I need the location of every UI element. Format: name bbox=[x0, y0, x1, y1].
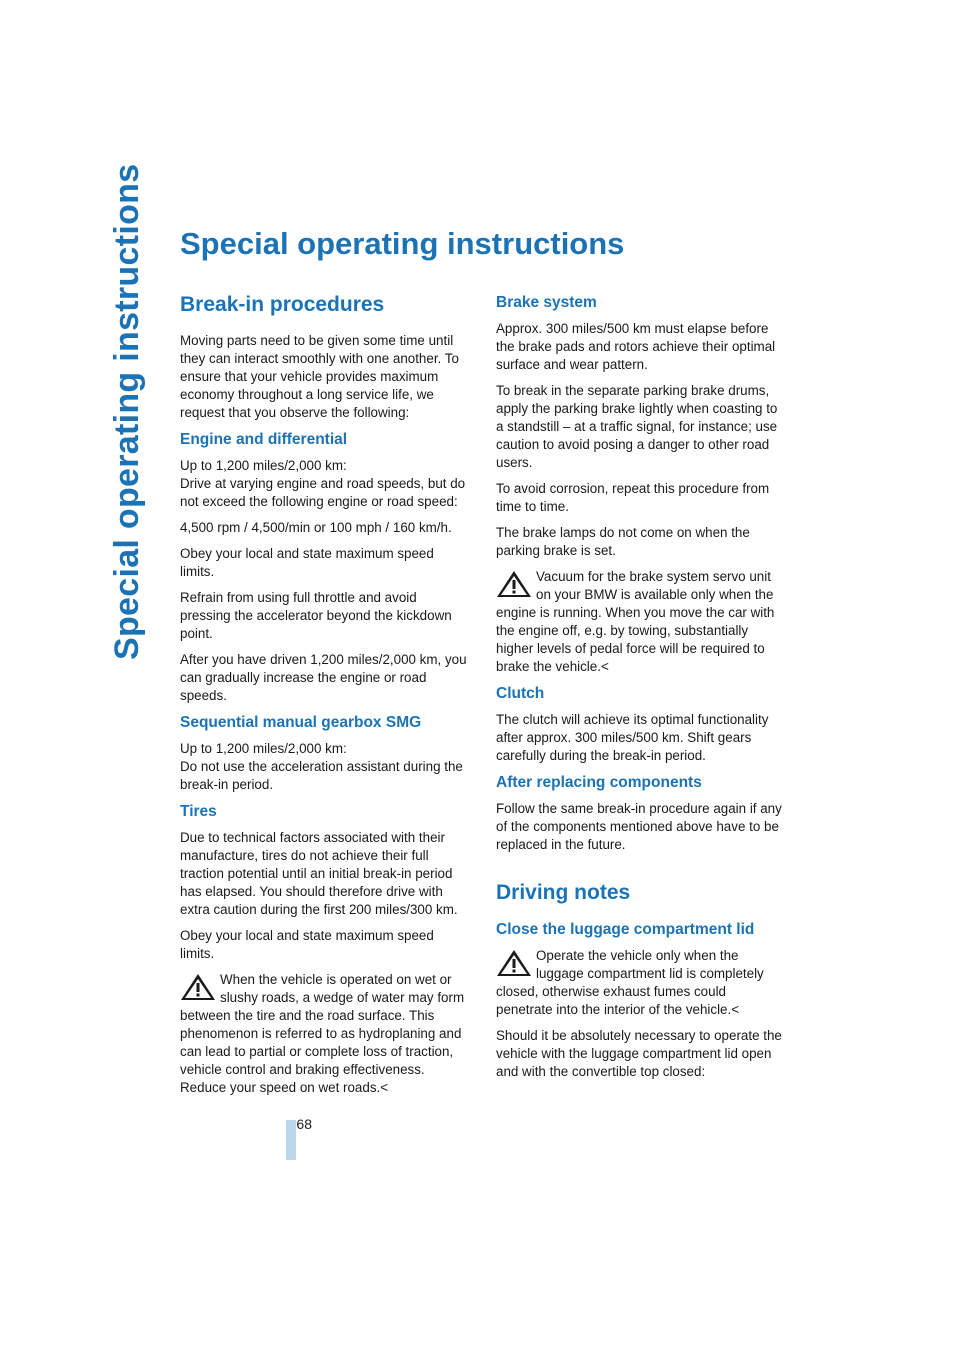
paragraph-clutch: The clutch will achieve its optimal functionality after approx. 300 miles/500 km. Shift gears carefully during the break-in period. bbox=[496, 712, 769, 763]
engine-limit-line-1: Up to 1,200 miles/2,000 km: bbox=[180, 458, 347, 473]
paragraph-smg bbox=[180, 740, 470, 794]
smg-line-1: Up to 1,200 miles/2,000 km: bbox=[180, 741, 347, 756]
engine-limit-line-2: Drive at varying engine and road speeds, but do not exceed the following engine or road speed: bbox=[180, 476, 466, 509]
paragraph-luggage-open: Should it be absolutely necessary to operate the vehicle with the luggage compartment lid open and with the convertible top closed: bbox=[496, 1028, 782, 1079]
paragraph-intro: Moving parts need to be given some time until they can interact smoothly with one another. To ensure that your vehicle provides maximum economy throughout a long service life, we request that you observe the following: bbox=[180, 333, 459, 420]
paragraph-tires-speed-limits: Obey your local and state maximum speed limits. bbox=[180, 928, 434, 961]
paragraph-brake-lamps: The brake lamps do not come on when the parking brake is set. bbox=[496, 525, 750, 558]
heading-close-luggage: Close the luggage compartment lid bbox=[496, 921, 755, 938]
page-title: Special operating instructions bbox=[180, 226, 625, 261]
paragraph-tires-traction: Due to technical factors associated with their manufacture, tires do not achieve their full traction potential until an initial break-in period has elapsed. You should therefore drive with extra caution during the first 200 miles/300 km. bbox=[180, 830, 458, 917]
paragraph-engine-speeds: 4,500 rpm / 4,500/min or 100 mph / 160 km/h. bbox=[180, 520, 452, 535]
left-column bbox=[180, 290, 470, 1105]
warning-luggage-lid bbox=[496, 947, 786, 1019]
right-column bbox=[496, 290, 786, 1089]
smg-line-2: Do not use the acceleration assistant during the break-in period. bbox=[180, 759, 463, 792]
heading-after-replacing: After replacing components bbox=[496, 774, 702, 791]
warning-hydroplaning-text: When the vehicle is operated on wet or slushy roads, a wedge of water may form between the tire and the road surface. This phenomenon is referred to as hydroplaning and can lead to partial or complete loss of traction, vehicle control and braking effectiveness. Reduce your speed on wet roads.< bbox=[180, 972, 465, 1095]
page-number: 68 bbox=[296, 1116, 312, 1132]
side-running-title: Special operating instructions bbox=[108, 163, 146, 660]
paragraph-parking-brake: To break in the separate parking brake drums, apply the parking brake lightly when coasting to a standstill – at a traffic signal, for instance; use caution to avoid posing a danger to other road users. bbox=[496, 383, 778, 470]
heading-brake-system: Brake system bbox=[496, 294, 597, 311]
warning-brake-vacuum bbox=[496, 568, 786, 676]
warning-luggage-lid-text: Operate the vehicle only when the luggage compartment lid is completely closed, otherwise exhaust fumes could penetrate into the interior of the vehicle.< bbox=[496, 948, 764, 1017]
heading-tires: Tires bbox=[180, 803, 217, 820]
paragraph-speed-limits: Obey your local and state maximum speed limits. bbox=[180, 546, 434, 579]
paragraph-after-replacing: Follow the same break-in procedure again if any of the components mentioned above have to be replaced in the future. bbox=[496, 801, 782, 852]
warning-brake-vacuum-text: Vacuum for the brake system servo unit on your BMW is available only when the engine is running. When you move the car with the engine off, e.g. by towing, substantially higher levels of pedal force will be required to brake the vehicle.< bbox=[496, 569, 775, 674]
warning-triangle-icon bbox=[180, 973, 216, 1001]
heading-engine-differential: Engine and differential bbox=[180, 431, 348, 448]
paragraph-brake-pads: Approx. 300 miles/500 km must elapse before the brake pads and rotors achieve their optimal surface and wear pattern. bbox=[496, 321, 776, 372]
warning-triangle-icon bbox=[496, 949, 532, 977]
page-margin-bar bbox=[286, 1120, 296, 1160]
paragraph-corrosion: To avoid corrosion, repeat this procedure from time to time. bbox=[496, 481, 770, 514]
warning-triangle-icon bbox=[496, 570, 532, 598]
heading-break-in-procedures: Break-in procedures bbox=[180, 293, 385, 316]
heading-driving-notes: Driving notes bbox=[496, 881, 631, 904]
paragraph-after-breakin: After you have driven 1,200 miles/2,000 km, you can gradually increase the engine or road speeds. bbox=[180, 652, 467, 703]
heading-smg: Sequential manual gearbox SMG bbox=[180, 714, 422, 731]
paragraph-engine-limit bbox=[180, 457, 470, 511]
paragraph-throttle: Refrain from using full throttle and avoid pressing the accelerator beyond the kickdown point. bbox=[180, 590, 452, 641]
heading-clutch: Clutch bbox=[496, 685, 545, 702]
warning-hydroplaning bbox=[180, 971, 470, 1097]
